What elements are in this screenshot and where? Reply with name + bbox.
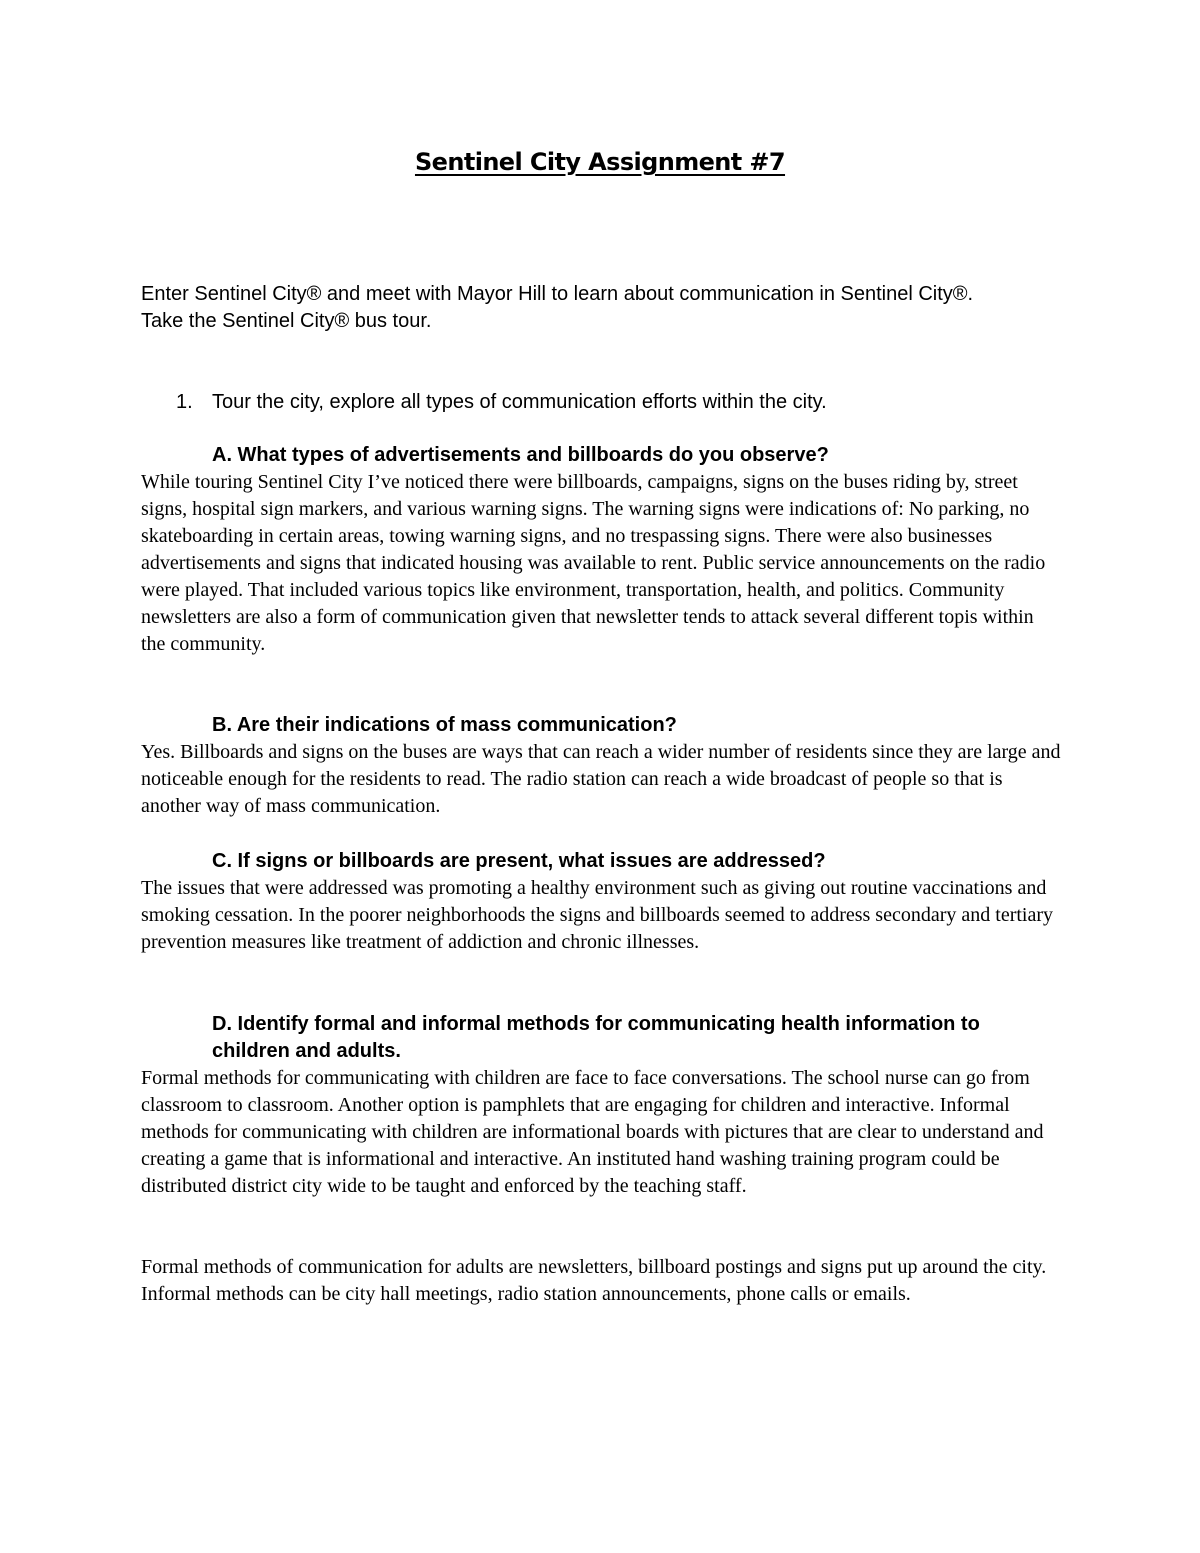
question-b-heading: B. Are their indications of mass communication? <box>212 714 677 736</box>
list-number: 1. <box>176 391 193 413</box>
intro-line-2: Take the Sentinel City® bus tour. <box>141 310 432 332</box>
list-item-1 <box>176 388 1056 416</box>
intro-block <box>141 281 1061 335</box>
question-a-answer: While touring Sentinel City I’ve noticed there were billboards, campaigns, signs on the buses riding by, street signs, hospital sign markers, and various warning signs. The warning signs were indications of: No parking, no skateboarding in certain areas, towing warning signs, and no trespassing signs. There were also businesses advertisements and signs that indicated housing was available to rent. Public service announcements on the radio were played. That included various topics like environment, transportation, health, and politics. Community newsletters are also a form of communication given that newsletter tends to attack several different topis within the community. <box>141 471 1046 655</box>
list-text: Tour the city, explore all types of communication efforts within the city. <box>212 391 827 413</box>
question-c-heading: C. If signs or billboards are present, what issues are addressed? <box>212 850 826 872</box>
question-d-answer: Formal methods for communicating with children are face to face conversations. The school nurse can go from classroom to classroom. Another option is pamphlets that are engaging for children and interactive. Informal methods for communicating with children are informational boards with pictures that are clear to understand and creating a game that is informational and interactive. An instituted hand washing training program could be distributed district city wide to be taught and enforced by the teaching staff. <box>141 1067 1044 1197</box>
question-d-heading: D. Identify formal and informal methods for communicating health information to children and adults. <box>212 1013 980 1062</box>
intro-line-1: Enter Sentinel City® and meet with Mayor Hill to learn about communication in Sentinel City®. <box>141 283 974 305</box>
question-d-answer-2: Formal methods of communication for adults are newsletters, billboard postings and signs put up around the city. Informal methods can be city hall meetings, radio station announcements, phone calls or emails. <box>141 1256 1047 1305</box>
question-a-heading: A. What types of advertisements and billboards do you observe? <box>212 444 829 466</box>
question-b-answer: Yes. Billboards and signs on the buses are ways that can reach a wider number of residents since they are large and noticeable enough for the residents to read. The radio station can reach a wide broadcast of people so that is another way of mass communication. <box>141 741 1061 817</box>
question-c-answer: The issues that were addressed was promoting a healthy environment such as giving out routine vaccinations and smoking cessation. In the poorer neighborhoods the signs and billboards seemed to address secondary and tertiary prevention measures like treatment of addiction and chronic illnesses. <box>141 877 1054 953</box>
document-title: Sentinel City Assignment #7 <box>414 148 786 176</box>
